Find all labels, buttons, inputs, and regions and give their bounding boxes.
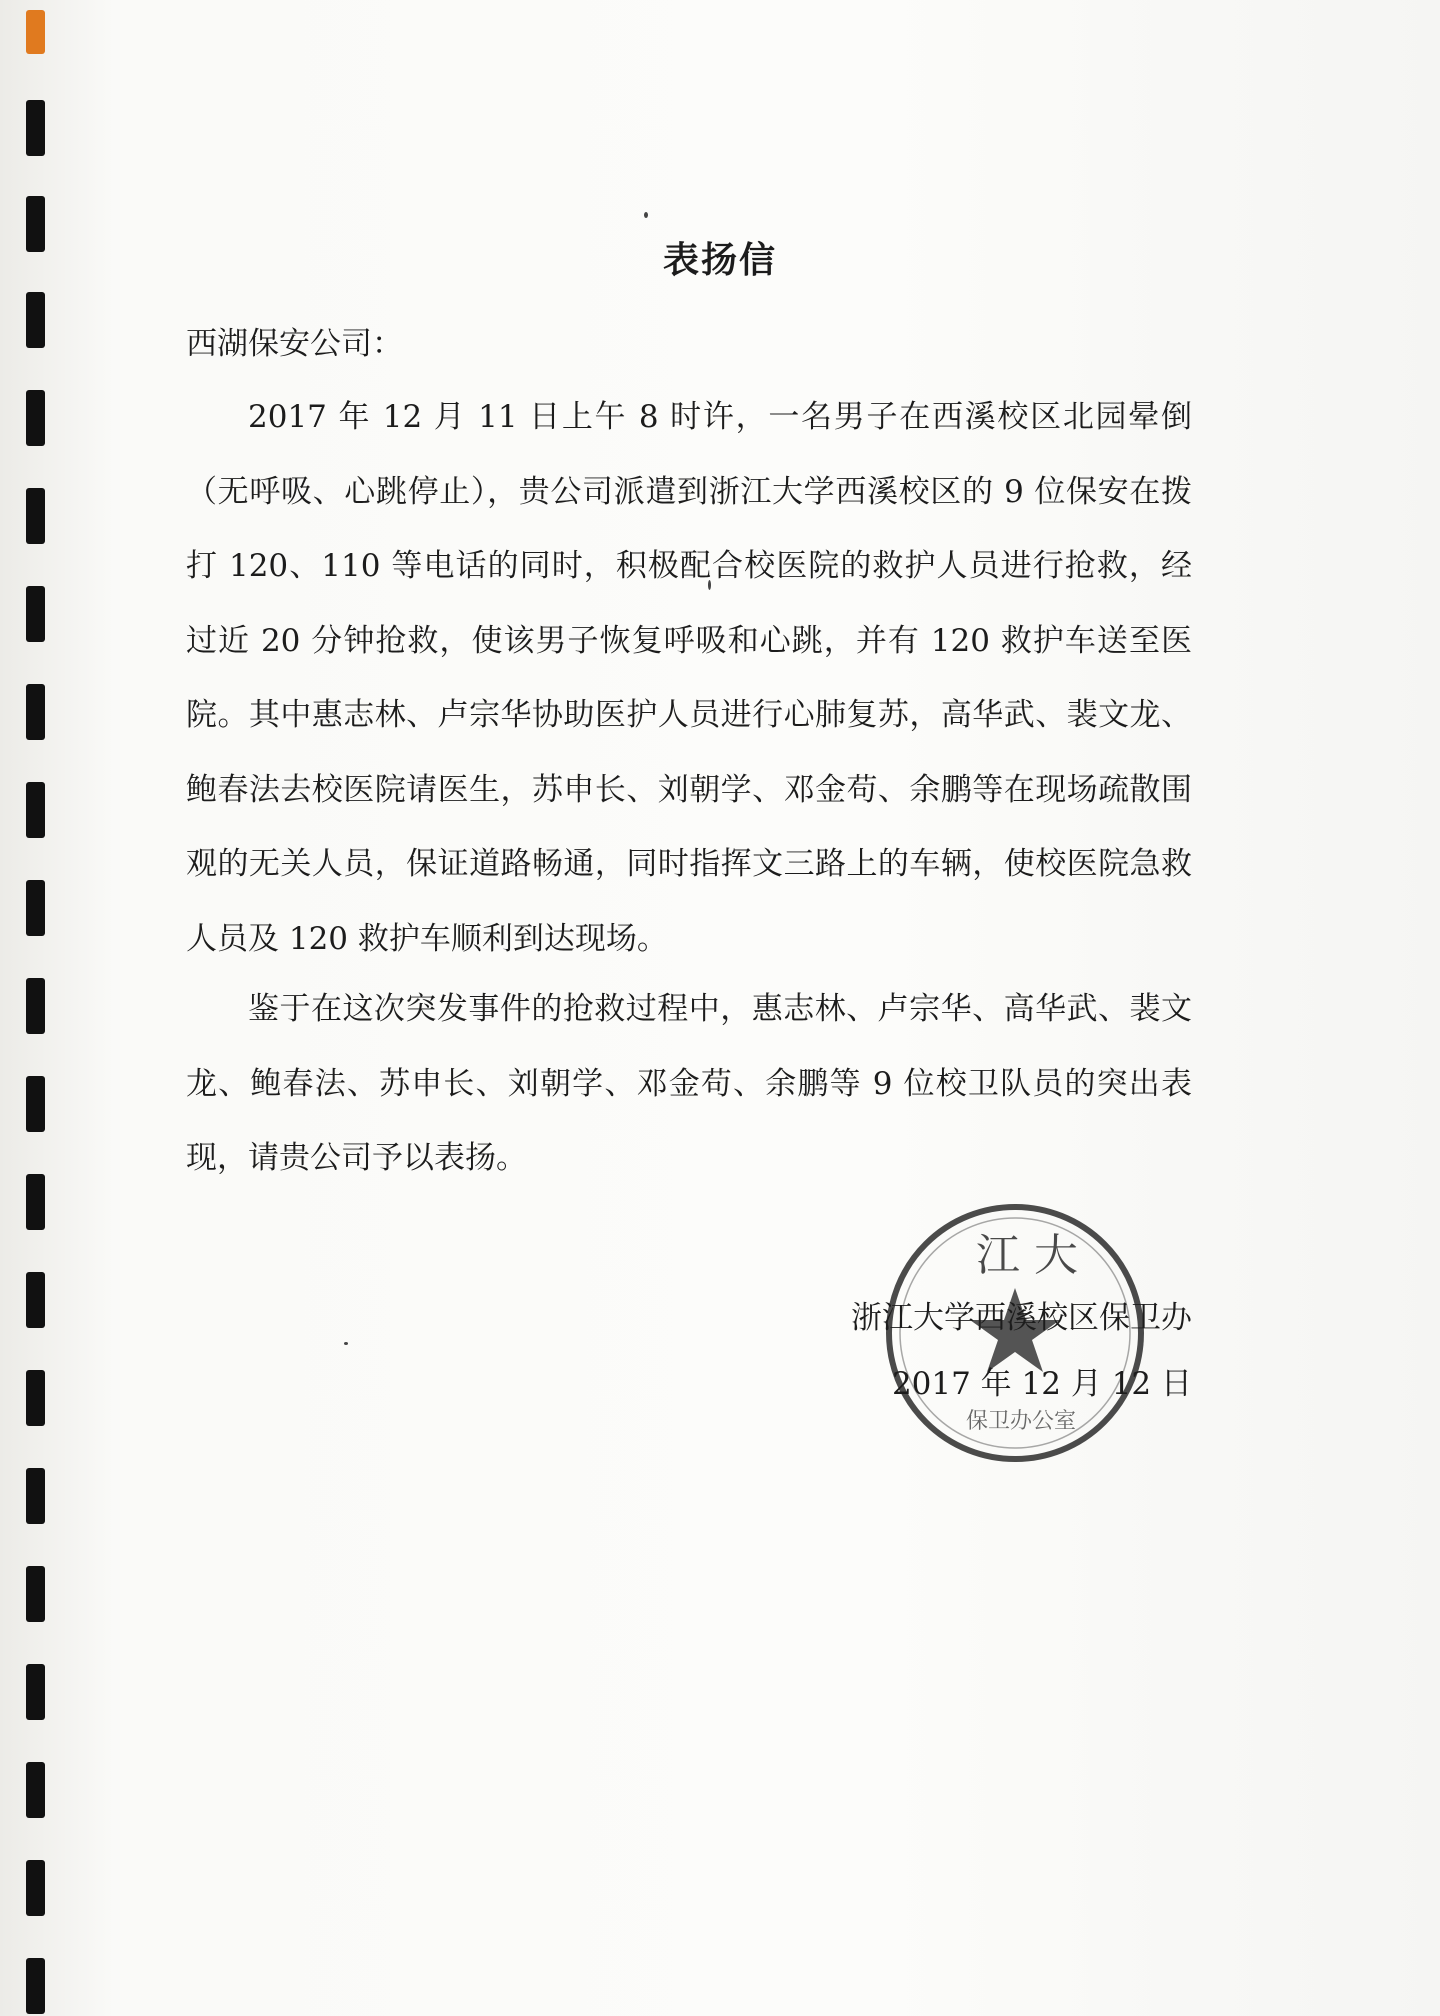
binding-hole xyxy=(26,782,45,838)
binding-hole xyxy=(26,390,45,446)
seal-bottom-text: 保卫办公室 xyxy=(966,1409,1077,1434)
paper-speck xyxy=(344,1342,348,1345)
binding-holes xyxy=(26,0,56,2016)
body-paragraph-1: 2017 年 12 月 11 日上午 8 时许，一名男子在西溪校区北园晕倒（无呼吸、心跳停止），贵公司派遣到浙江大学西溪校区的 9 位保安在拨打 120、110 等电话的同时，积极配合校医院的救护人员进行抢救，经过近 20 分钟抢救，使该男子恢复呼吸和心跳，并有 120 救护车送至医院。其中惠志林、卢宗华协助医护人员进行心肺复苏，高华武、裴文龙、鲍春法去校医院请医生，苏申长、刘朝学、邓金苟、余鹏等在现场疏散围观的无关人员，保证道路畅通，同时指挥文三路上的车辆，使校医院急救人员及 120 救护车顺利到达现场。 xyxy=(186,399,1192,957)
binding-hole xyxy=(26,292,45,348)
signature-block xyxy=(851,1285,1192,1417)
binding-hole xyxy=(26,978,45,1034)
paper-speck xyxy=(644,212,648,218)
binding-hole xyxy=(26,1762,45,1818)
letter-title: 表扬信 xyxy=(662,239,777,281)
binding-hole xyxy=(26,1076,45,1132)
binding-hole xyxy=(26,1958,45,2014)
binding-hole xyxy=(26,880,45,936)
signature-date: 2017 年 12 月 12 日 xyxy=(891,1366,1192,1402)
salutation: 西湖保安公司： xyxy=(186,326,403,362)
binding-hole xyxy=(26,684,45,740)
binding-hole xyxy=(26,1174,45,1230)
binding-hole xyxy=(26,1272,45,1328)
binding-hole xyxy=(26,100,45,156)
binding-hole xyxy=(26,1468,45,1524)
binding-hole xyxy=(26,1664,45,1720)
body-paragraph-2: 鉴于在这次突发事件的抢救过程中，惠志林、卢宗华、高华武、裴文龙、鲍春法、苏申长、刘朝学、邓金苟、余鹏等 9 位校卫队员的突出表现，请贵公司予以表扬。 xyxy=(186,991,1192,1176)
binding-hole xyxy=(26,1370,45,1426)
binding-hole xyxy=(26,488,45,544)
signature-org: 浙江大学西溪校区保卫办 xyxy=(851,1300,1192,1336)
seal-top-text: 江 大 xyxy=(976,1230,1078,1281)
binding-hole xyxy=(26,586,45,642)
binding-hole xyxy=(26,1566,45,1622)
binding-hole xyxy=(26,1860,45,1916)
binding-hole xyxy=(26,10,45,54)
